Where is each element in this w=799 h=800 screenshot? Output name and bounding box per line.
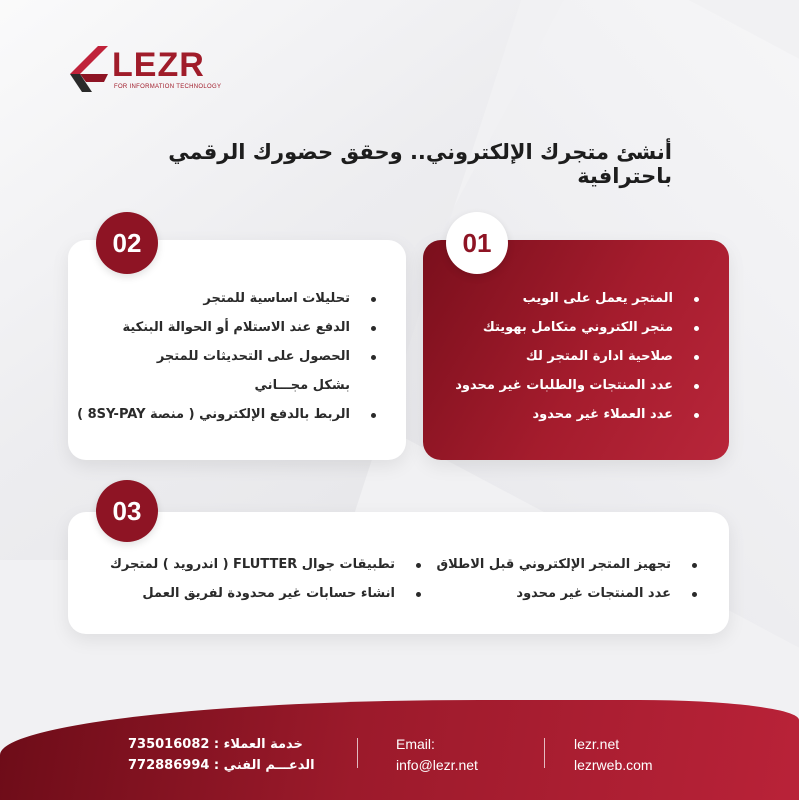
- customer-service-phone: 735016082 : خدمة العملاء: [128, 737, 303, 752]
- list-item: تحليلات اساسية للمتجر: [77, 284, 380, 313]
- email-link[interactable]: info@lezr.net: [396, 757, 478, 773]
- list-item: صلاحية ادارة المتجر لك: [455, 342, 703, 371]
- website-link[interactable]: lezr.net: [574, 736, 620, 752]
- list-item: الحصول على التحديثات للمتجر: [77, 342, 380, 371]
- list-item: تجهيز المتجر الإلكتروني قبل الاطلاق: [436, 550, 701, 579]
- package-03-features-left: [110, 550, 425, 608]
- list-item: المتجر يعمل على الويب: [455, 284, 703, 313]
- package-02-badge: 02: [96, 212, 158, 274]
- package-01-features: [455, 284, 703, 429]
- footer-divider: [357, 738, 358, 768]
- email-label: Email:: [396, 736, 435, 752]
- list-item: تطبيقات جوال FLUTTER ( اندرويد ) لمتجرك: [110, 550, 425, 579]
- package-01-badge: 01: [446, 212, 508, 274]
- page-title: أنشئ متجرك الإلكتروني.. وحقق حضورك الرقمي باحترافية: [168, 140, 672, 188]
- list-item-continuation: بشكل مجـــاني: [254, 378, 350, 393]
- footer-websites: [574, 734, 653, 776]
- package-03-badge: 03: [96, 480, 158, 542]
- logo-mark-icon: [68, 44, 112, 94]
- list-item: انشاء حسابات غير محدودة لفريق العمل: [110, 579, 425, 608]
- website-link[interactable]: lezrweb.com: [574, 757, 653, 773]
- list-item: عدد العملاء غير محدود: [455, 400, 703, 429]
- footer-phones: [128, 734, 318, 776]
- logo-wordmark: LEZR: [112, 46, 205, 84]
- list-item: عدد المنتجات والطلبات غير محدود: [455, 371, 703, 400]
- package-03-features-right: [436, 550, 701, 608]
- tech-support-phone: 772886994 : الدعـــم الفني: [128, 758, 315, 773]
- list-item: الدفع عند الاستلام أو الحوالة البنكية: [77, 313, 380, 342]
- logo-tagline: FOR INFORMATION TECHNOLOGY: [114, 84, 222, 90]
- package-03-card: [68, 512, 729, 634]
- lezr-logo: [68, 44, 222, 100]
- footer-divider: [544, 738, 545, 768]
- list-item: عدد المنتجات غير محدود: [436, 579, 701, 608]
- footer-email: [396, 734, 478, 776]
- package-02-features: [77, 284, 380, 429]
- list-item: الربط بالدفع الإلكتروني ( منصة 8SY-PAY ): [77, 400, 380, 429]
- list-item: متجر الكتروني متكامل بهويتك: [455, 313, 703, 342]
